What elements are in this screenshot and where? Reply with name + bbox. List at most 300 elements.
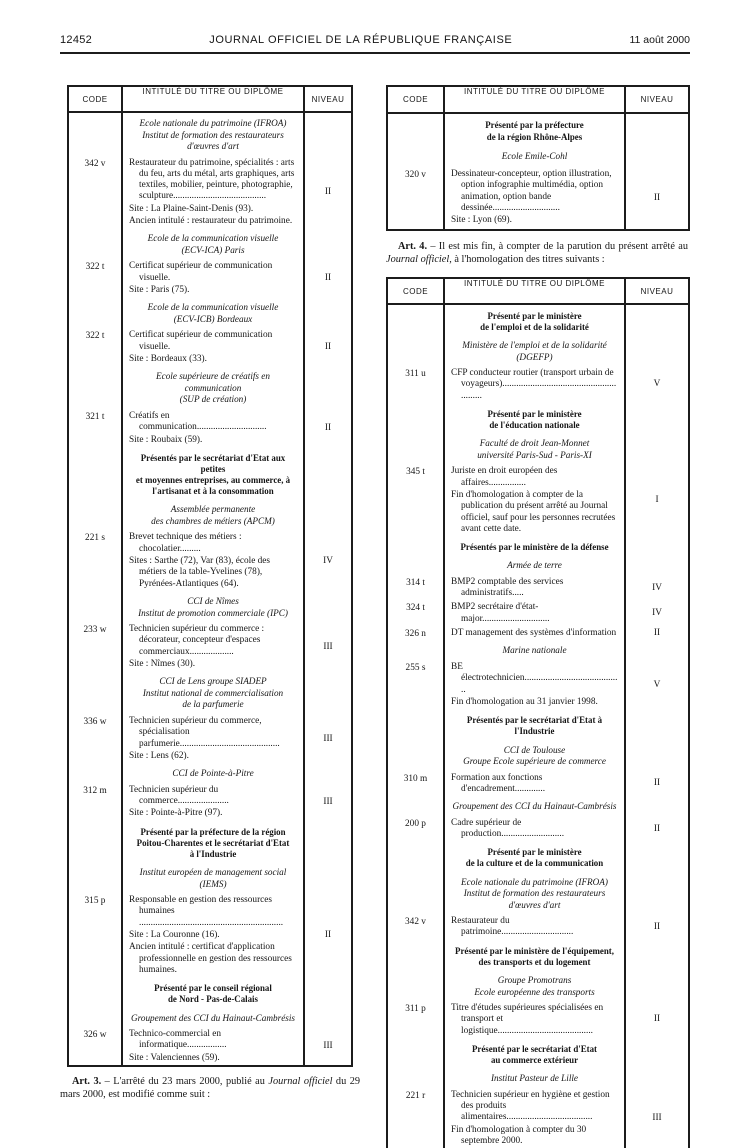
code-cell [388,740,443,771]
code-cell [388,940,443,970]
title-cell [443,771,626,797]
left-homologation-table [67,85,353,1067]
heading-line: CCI de Toulouse [503,744,566,755]
heading-line: Ecole Emile-Cohl [501,151,568,162]
heading-line: et moyennes entreprises, au commerce, à [135,475,291,486]
item-title: Technico-commercial en informatique................. [129,1029,227,1051]
title-cell [443,914,626,940]
title-cell [443,1068,626,1088]
code-cell [69,499,121,530]
page-header [60,34,690,54]
article-3-text-end: du 29 mars 2000, est modifié comme suit : [60,1076,360,1101]
table-header-code: CODE [388,87,443,114]
left-column [60,85,360,1148]
code-cell [69,977,121,1007]
journal-title: JOURNAL OFFICIEL DE LA RÉPUBLIQUE FRANÇAISE [209,34,513,46]
heading-line: Présenté par le ministère [487,847,582,858]
item-note: Sites : Sarthe (72), Var (83), école des métiers de la table-Yvelines (78), Pyrénées-Atlantiques (64). [129,556,271,589]
item-title: Créatifs en communication.............................. [129,410,267,433]
level-cell: IV [323,555,333,566]
heading-line: Armée de terre [507,560,562,571]
level-cell: II [653,823,661,834]
heading-line: (ECV-ICA) Paris [181,244,245,255]
section-heading-italic [451,645,618,657]
item-note: Site : Nîmes (30). [129,659,196,670]
title-cell [121,821,305,862]
heading-line: Marine nationale [502,645,567,656]
heading-line: Ministère de l'emploi et de la solidarité (DGEFP) [462,340,607,362]
item-title: Certificat supérieur de communication visuelle. [129,261,273,283]
title-cell [121,671,305,714]
item-note: Ancien intitulé : restaurateur du patrimoine. [129,216,293,227]
level-cell: IV [652,608,662,619]
title-cell [121,499,305,530]
heading-line: Assemblée permanente [170,504,256,515]
section-heading-italic [451,340,618,363]
code-cell: 345 t [406,467,425,478]
item-title: Formation aux fonctions d'encadrement............. [451,772,546,794]
heading-line: (IEMS) [199,878,227,889]
section-heading-bold [453,946,616,968]
heading-line: Groupe Promotrans [497,975,572,985]
level-cell [626,433,688,464]
section-heading-italic [129,676,297,711]
level-cell [626,841,688,871]
item-note: Site : La Couronne (16). [129,930,220,941]
level-cell: III [323,733,333,744]
title-cell [443,796,626,816]
section-heading-bold [453,715,616,737]
heading-line: des chambres de métiers (APCM) [151,515,275,526]
title-cell [443,167,626,229]
item-note: Ancien intitulé : certificat d'application professionnelle en gestion des ressources humaines. [129,942,292,976]
code-cell [388,305,443,335]
heading-line: université Paris-Sud - Paris-XI [477,449,592,460]
section-heading-italic [129,118,297,153]
code-cell [69,821,121,862]
two-column-layout [60,85,690,1148]
table-header-level: NIVEAU [305,87,351,113]
heading-line: Présenté par le ministère de l'équipement, [455,945,614,956]
level-cell [305,297,351,328]
code-cell [388,970,443,1001]
section-heading-italic [451,1073,618,1085]
level-cell: II [324,422,332,433]
heading-line: de l'emploi et de la solidarité [480,321,589,332]
title-cell [121,714,305,763]
code-cell: 321 t [85,411,105,422]
heading-line: d'œuvres d'art [508,899,561,910]
code-cell: 312 m [83,785,107,796]
title-cell [121,862,305,893]
level-cell [626,1038,688,1068]
heading-line: Institut de formation des restaurateurs [142,129,284,140]
item-title: Brevet technique des métiers : chocolatier......... [129,532,242,554]
heading-line: Ecole supérieure de créatifs en communication [156,371,270,393]
title-cell [121,447,305,500]
item-note: Site : Valenciennes (59). [129,1052,220,1063]
level-cell [305,671,351,714]
code-cell: 324 t [406,603,425,614]
heading-line: Présentés par le secrétariat d'Etat à l'Industrie [466,715,603,737]
level-cell: II [324,342,332,353]
heading-line: Ecole nationale du patrimoine (IFROA) [139,118,287,128]
section-heading-italic [451,438,618,461]
title-cell [443,555,626,575]
section-heading-italic [129,768,297,780]
right-bottom-table [386,277,690,1148]
title-cell [121,622,305,671]
level-cell: V [653,679,661,690]
code-cell: 326 w [83,1030,107,1041]
section-heading-bold [453,847,616,869]
code-cell [388,114,443,146]
code-cell [388,796,443,816]
title-cell [443,1001,626,1038]
heading-line: CCI de Nîmes [187,596,239,607]
code-cell [69,366,121,409]
code-cell: 320 v [405,169,426,180]
code-cell [388,640,443,660]
code-cell: 322 t [85,331,105,342]
item-note: Site : La Plaine-Saint-Denis (93). [129,203,254,214]
issue-date: 11 août 2000 [629,34,690,46]
level-cell [626,640,688,660]
section-heading-italic [129,504,297,527]
section-heading-italic [129,302,297,325]
title-cell [443,709,626,739]
code-cell: 342 v [84,158,106,169]
article-3-italic: Journal officiel [268,1076,333,1088]
item-title: DT management des systèmes d'information [451,628,617,639]
table-header-title: INTITULÉ DU TITRE OU DIPLÔME [443,279,626,305]
heading-line: Faculté de droit Jean-Monnet [479,438,590,449]
code-cell [388,709,443,739]
level-cell: II [324,273,332,284]
heading-line: de la culture et de la communication [465,858,604,869]
heading-line: Présenté par la préfecture de la région [140,826,286,837]
heading-line: Poitou-Charentes et le secrétariat d'Etat [136,837,290,848]
page-number: 12452 [60,34,93,46]
title-cell [443,600,626,626]
heading-line: CCI de Pointe-à-Pitre [172,768,254,779]
code-cell: 311 u [405,369,426,379]
heading-line: Ecole nationale du patrimoine (IFROA) [461,876,608,887]
heading-line: Présenté par le conseil régional [154,983,272,994]
title-cell [443,433,626,464]
section-heading-bold [131,983,295,1005]
article-4-paragraph [386,240,688,267]
item-note: Site : Bordeaux (33). [129,354,207,365]
item-title: BMP2 comptable des services administratifs..... [451,576,564,599]
heading-line: Présentés par le ministère de la défense [460,542,609,553]
heading-line: de l'éducation nationale [489,420,580,431]
item-note: Site : Pointe-à-Pitre (97). [129,808,223,819]
level-cell: I [655,495,659,506]
item-title: Technicien supérieur du commerce : décorateur, concepteur d'espaces commerciaux................... [129,624,265,657]
heading-line: CCI de Lens groupe SIADEP [159,676,267,687]
title-cell [121,366,305,409]
heading-line: Institut européen de management social [139,867,287,878]
heading-line: à l'Industrie [189,848,237,859]
code-cell [388,872,443,915]
level-cell [305,447,351,500]
title-cell [443,660,626,709]
code-cell [388,335,443,366]
table-header-code: CODE [69,87,121,113]
item-title: Responsable en gestion des ressources humaines .............................................................. [129,895,284,928]
level-cell [305,977,351,1007]
heading-line: d'œuvres d'art [187,141,239,151]
title-cell [121,591,305,622]
section-heading-italic [129,596,297,619]
level-cell [626,403,688,433]
heading-line: Groupement des CCI du Hainaut-Cambrésis [452,801,617,812]
title-cell [443,940,626,970]
heading-line: Institut de formation des restaurateurs [463,888,606,899]
title-cell [443,305,626,335]
article-3-paragraph [60,1075,360,1102]
heading-line: Présentés par le secrétariat d'Etat aux petites [140,452,286,475]
table-header-title: INTITULÉ DU TITRE OU DIPLÔME [121,87,305,113]
level-cell: IV [652,582,662,593]
title-cell [121,259,305,297]
section-heading-bold [131,827,295,860]
code-cell [69,297,121,328]
article-3-text: – L'arrêté du 23 mars 2000, publié au [101,1076,269,1088]
article-4-label: Art. 4. [398,241,428,252]
code-cell: 200 p [405,818,426,829]
item-title: Restaurateur du patrimoine............................... [451,916,574,938]
code-cell: 314 t [406,577,425,588]
level-cell [626,114,688,146]
level-cell [626,970,688,1001]
article-4-text: – Il est mis fin, à compter de la parution du présent arrêté au [427,241,688,252]
article-4-italic: Journal officiel [386,254,450,266]
section-heading-italic [129,1013,297,1025]
title-cell [121,1008,305,1028]
section-heading-italic [451,151,618,163]
item-title: BMP2 secrétaire d'état-major............................. [451,602,550,624]
level-cell [305,499,351,530]
right-top-table [386,85,690,231]
section-heading-bold [453,1044,616,1066]
heading-line: Ecole de la communication visuelle [147,302,279,313]
title-cell [121,530,305,591]
heading-line: l'artisanat et à la consommation [152,486,274,497]
level-cell [626,305,688,335]
heading-line: de Nord - Pas-de-Calais [168,994,258,1005]
section-heading-italic [451,560,618,572]
level-cell [626,940,688,970]
level-cell [305,591,351,622]
code-cell: 255 s [405,662,426,673]
item-title: Titre d'études supérieures spécialisées en transport et logistique......................................... [451,1003,604,1036]
code-cell [388,433,443,464]
item-title: CFP conducteur routier (transport urbain de voyageurs).......................................................... [451,368,617,401]
section-heading-italic [129,867,297,890]
section-heading-bold [453,542,616,553]
section-heading-bold [453,409,616,431]
level-cell [626,555,688,575]
title-cell [443,872,626,915]
item-note: Site : Lyon (69). [451,215,512,226]
level-cell: III [323,641,333,652]
code-cell [388,536,443,555]
item-note: Site : Roubaix (59). [129,434,203,445]
code-cell: 336 w [83,716,107,727]
level-cell [626,1068,688,1088]
code-cell [69,671,121,714]
code-cell: 221 r [405,1090,426,1101]
code-cell [69,113,121,156]
code-cell: 315 p [84,896,106,907]
level-cell [626,146,688,167]
title-cell [443,740,626,771]
title-cell [443,146,626,167]
section-heading-bold [453,120,616,142]
title-cell [443,970,626,1001]
code-cell [69,862,121,893]
title-cell [121,783,305,821]
level-cell: II [653,778,661,789]
code-cell: 221 s [85,533,105,544]
title-cell [443,1088,626,1148]
heading-line: au commerce extérieur [490,1055,579,1066]
level-cell: II [324,186,332,197]
heading-line: Présenté par la préfecture [485,120,584,131]
level-cell [626,872,688,915]
heading-line: Institut national de commercialisation [142,687,284,698]
level-cell [305,763,351,783]
level-cell: II [324,930,332,941]
level-cell: III [323,796,333,807]
section-heading-italic [451,877,618,912]
table-header-level: NIVEAU [626,87,688,114]
item-note: Site : Lens (62). [129,750,189,761]
level-cell [626,709,688,739]
table-header-title: INTITULÉ DU TITRE OU DIPLÔME [443,87,626,114]
table-header-level: NIVEAU [626,279,688,305]
item-title: Juriste en droit européen des affaires................ [451,466,558,488]
code-cell [388,1038,443,1068]
heading-line: (ECV-ICB) Bordeaux [173,313,253,324]
section-heading-italic [451,975,618,998]
item-note: Fin d'homologation à compter du 30 septembre 2000. [451,1124,587,1147]
title-cell [121,893,305,977]
level-cell: III [323,1041,333,1052]
title-cell [121,113,305,156]
heading-line: des transports et du logement [478,956,591,967]
heading-line: Groupe Ecole supérieure de commerce [463,756,606,767]
title-cell [121,297,305,328]
level-cell [305,1008,351,1028]
code-cell [69,591,121,622]
code-cell [388,555,443,575]
code-cell [69,228,121,259]
code-cell: 326 n [405,629,426,640]
heading-line: Ecole de la communication visuelle [147,233,279,244]
level-cell: II [653,921,661,932]
article-3-label: Art. 3. [72,1076,102,1088]
level-cell: II [653,1014,661,1025]
section-heading-italic [451,801,618,813]
code-cell: 322 t [85,262,105,273]
title-cell [443,114,626,146]
item-title: Technicien supérieur en hygiène et gestion des produits alimentaires..................................... [451,1089,610,1123]
item-title: Restaurateur du patrimoine, spécialités : arts du feu, arts du métal, arts graphiques, arts textiles, mobilier, peinture, photographie, sculpture........................................ [129,157,295,202]
code-cell [69,763,121,783]
code-cell [388,841,443,871]
title-cell [121,763,305,783]
code-cell [69,447,121,500]
heading-line: (SUP de création) [179,394,247,405]
article-4-text-end: , à l'homologation des titres suivants : [449,254,605,266]
heading-line: Présenté par le ministère [487,408,582,419]
level-cell [305,366,351,409]
level-cell: II [653,192,661,203]
code-cell: 310 m [403,773,428,784]
level-cell: III [652,1113,662,1124]
item-note: Site : Paris (75). [129,285,190,296]
title-cell [121,1027,305,1065]
level-cell [626,796,688,816]
level-cell [305,862,351,893]
title-cell [443,335,626,366]
title-cell [121,409,305,447]
code-cell [388,403,443,433]
right-column [386,85,688,1148]
code-cell [388,1068,443,1088]
item-note: Fin d'homologation au 31 janvier 1998. [451,696,598,707]
table-header-code: CODE [388,279,443,305]
section-heading-italic [129,233,297,256]
item-title: Dessinateur-concepteur, option illustration, option infographie multimédia, option animation, option bande dessinée............................. [451,168,612,213]
section-heading-italic [129,371,297,406]
heading-line: de la région Rhône-Alpes [486,131,583,142]
item-title: Technicien supérieur du commerce, spécialisation parfumerie........................................... [129,715,280,749]
item-title: Technicien supérieur du commerce...................... [129,784,229,807]
item-title: BE électrotechnicien.......................................... [451,661,618,695]
title-cell [443,366,626,403]
section-heading-bold [131,453,295,498]
item-note: Fin d'homologation à compter de la publication du présent arrêté au Journal officiel, sauf pour les personnes recrutées avant cette date. [451,489,616,534]
section-heading-italic [451,745,618,768]
code-cell [69,1008,121,1028]
title-cell [443,640,626,660]
code-cell: 311 p [405,1004,426,1014]
level-cell: V [653,379,661,390]
section-heading-bold [453,311,616,333]
heading-line: Institut Pasteur de Lille [490,1073,579,1084]
code-cell: 342 v [405,917,426,928]
heading-line: Présenté par le secrétariat d'Etat [471,1043,598,1054]
level-cell [626,740,688,771]
code-cell [388,146,443,167]
heading-line: Institut de promotion commerciale (IPC) [138,607,288,618]
title-cell [121,977,305,1007]
title-cell [443,536,626,555]
title-cell [443,626,626,640]
level-cell: II [653,628,661,639]
title-cell [443,403,626,433]
item-title: Cadre supérieur de production........................... [451,817,565,840]
title-cell [443,575,626,601]
title-cell [443,464,626,536]
heading-line: Ecole européenne des transports [474,986,595,997]
heading-line: Groupement des CCI du Hainaut-Cambrésis [130,1012,295,1023]
title-cell [443,841,626,871]
